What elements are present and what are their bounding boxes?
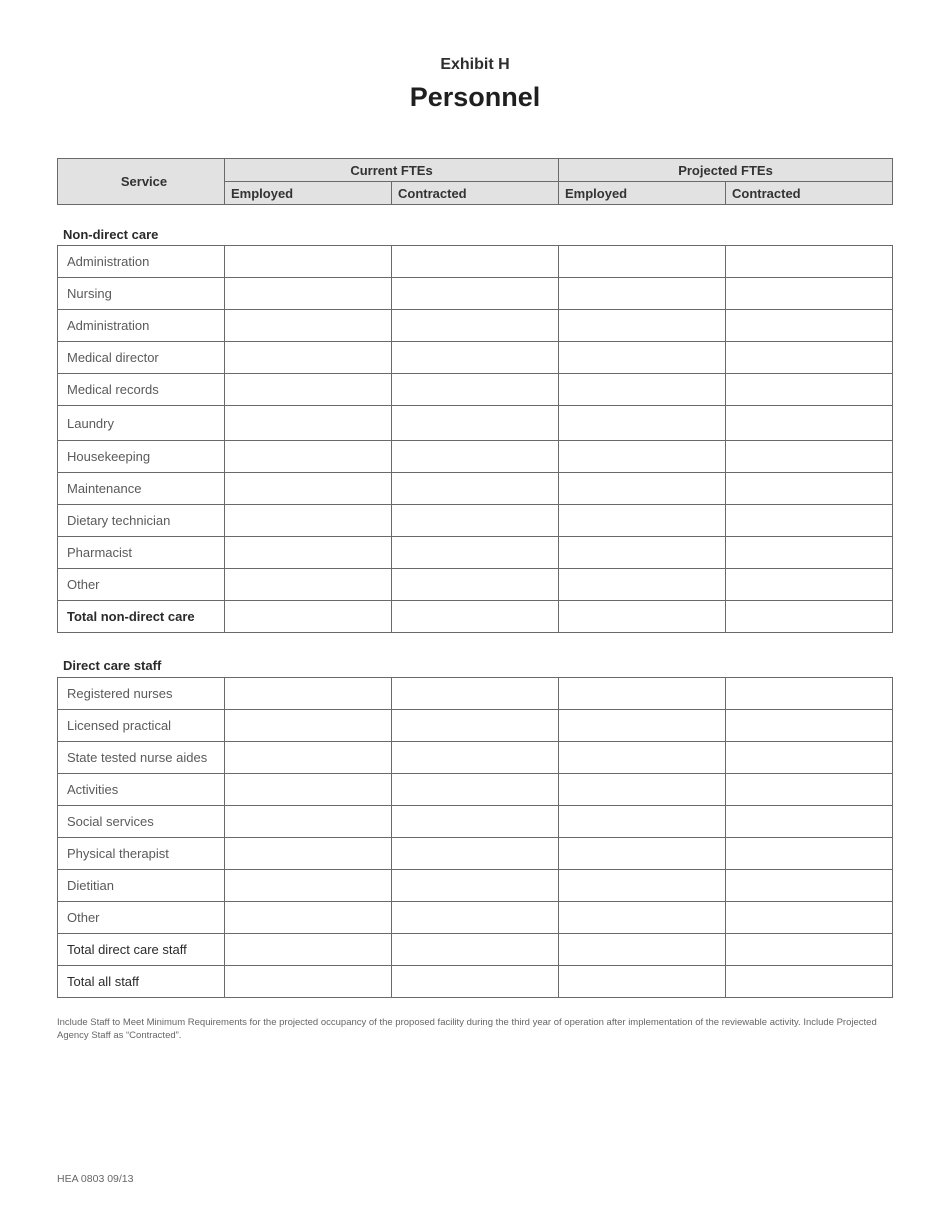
current-employed-header: Employed [225,182,392,205]
row-label: Social services [58,806,225,838]
row-label: Dietary technician [58,505,225,537]
projected-contracted-cell[interactable] [726,934,893,966]
current-employed-cell[interactable] [225,902,392,934]
row-label: Housekeeping [58,441,225,473]
page-title: Personnel [409,82,541,112]
exhibit-label: Exhibit H [440,56,510,73]
row-label: Administration [58,246,225,278]
current-contracted-cell[interactable] [392,774,559,806]
table-row [58,278,893,310]
current-contracted-cell[interactable] [392,838,559,870]
projected-contracted-cell[interactable] [726,902,893,934]
table-row [58,406,893,441]
current-employed-cell[interactable] [225,806,392,838]
projected-employed-header: Employed [559,182,726,205]
projected-contracted-cell[interactable] [726,678,893,710]
service-header: Service [58,159,225,205]
instructions-note: Include Staff to Meet Minimum Requirements for the projected occupancy of the proposed facility during the third year of operation after implementation of the reviewable activity. Include Projected Agency Staff as “Contracted”. [57,1017,877,1041]
current-employed-cell[interactable] [225,569,392,601]
projected-contracted-cell[interactable] [726,569,893,601]
projected-contracted-cell[interactable] [726,505,893,537]
projected-contracted-cell[interactable] [726,838,893,870]
table-row [58,902,893,934]
table-row [58,473,893,505]
current-contracted-cell[interactable] [392,374,559,406]
current-contracted-header: Contracted [392,182,559,205]
table-row [58,310,893,342]
table-row [58,441,893,473]
table-row [58,774,893,806]
current-employed-cell[interactable] [225,537,392,569]
projected-contracted-cell[interactable] [726,742,893,774]
table-row [58,505,893,537]
table-row [58,678,893,710]
current-contracted-cell[interactable] [392,537,559,569]
table-row [58,537,893,569]
row-label: Dietitian [58,870,225,902]
projected-contracted-cell[interactable] [726,246,893,278]
projected-employed-cell[interactable] [559,966,726,998]
row-label: Other [58,902,225,934]
projected-employed-cell[interactable] [559,902,726,934]
row-label: Maintenance [58,473,225,505]
current-contracted-cell[interactable] [392,342,559,374]
current-employed-cell[interactable] [225,342,392,374]
projected-employed-cell[interactable] [559,710,726,742]
current-employed-cell[interactable] [225,774,392,806]
current-contracted-cell[interactable] [392,742,559,774]
table-row [58,710,893,742]
current-contracted-cell[interactable] [392,710,559,742]
table-row [58,806,893,838]
projected-employed-cell[interactable] [559,473,726,505]
projected-employed-cell[interactable] [559,537,726,569]
projected-contracted-cell[interactable] [726,806,893,838]
current-employed-cell[interactable] [225,505,392,537]
current-employed-cell[interactable] [225,441,392,473]
current-employed-cell[interactable] [225,838,392,870]
current-contracted-cell[interactable] [392,966,559,998]
header-table [57,158,893,205]
projected-employed-cell[interactable] [559,742,726,774]
projected-contracted-cell[interactable] [726,537,893,569]
row-label: Registered nurses [58,678,225,710]
row-label: Licensed practical [58,710,225,742]
current-contracted-cell[interactable] [392,569,559,601]
projected-employed-cell[interactable] [559,601,726,633]
direct-care-staff-heading: Direct care staff [63,658,162,673]
projected-employed-cell[interactable] [559,374,726,406]
current-employed-cell[interactable] [225,710,392,742]
projected-employed-cell[interactable] [559,838,726,870]
current-contracted-cell[interactable] [392,806,559,838]
current-contracted-cell[interactable] [392,678,559,710]
row-label: Medical director [58,342,225,374]
current-employed-cell[interactable] [225,966,392,998]
current-contracted-cell[interactable] [392,870,559,902]
projected-contracted-cell[interactable] [726,374,893,406]
current-contracted-cell[interactable] [392,278,559,310]
current-contracted-cell[interactable] [392,473,559,505]
current-contracted-cell[interactable] [392,246,559,278]
table-row [58,374,893,406]
table-row [58,569,893,601]
projected-employed-cell[interactable] [559,246,726,278]
current-employed-cell[interactable] [225,310,392,342]
projected-employed-cell[interactable] [559,678,726,710]
row-label: Medical records [58,374,225,406]
projected-contracted-cell[interactable] [726,710,893,742]
projected-employed-cell[interactable] [559,406,726,441]
projected-employed-cell[interactable] [559,774,726,806]
total-row [58,601,893,633]
current-employed-cell[interactable] [225,278,392,310]
row-label: Activities [58,774,225,806]
current-ftes-header: Current FTEs [225,159,559,182]
current-contracted-cell[interactable] [392,441,559,473]
projected-contracted-cell[interactable] [726,601,893,633]
row-label: Laundry [58,406,225,441]
projected-contracted-cell[interactable] [726,774,893,806]
projected-contracted-cell[interactable] [726,406,893,441]
current-contracted-cell[interactable] [392,934,559,966]
row-label: Nursing [58,278,225,310]
current-contracted-cell[interactable] [392,601,559,633]
current-contracted-cell[interactable] [392,505,559,537]
current-contracted-cell[interactable] [392,406,559,441]
current-employed-cell[interactable] [225,473,392,505]
form-number: HEA 0803 09/13 [57,1173,134,1185]
current-employed-cell[interactable] [225,870,392,902]
table-row [58,342,893,374]
total-non-direct-care-label: Total non-direct care [58,601,225,633]
table-row [58,742,893,774]
projected-employed-cell[interactable] [559,441,726,473]
current-contracted-cell[interactable] [392,310,559,342]
total-direct-care-staff-label: Total direct care staff [58,934,225,966]
row-label: Pharmacist [58,537,225,569]
projected-contracted-cell[interactable] [726,870,893,902]
projected-employed-cell[interactable] [559,934,726,966]
direct-care-staff-table [57,677,893,998]
current-employed-cell[interactable] [225,934,392,966]
projected-contracted-header: Contracted [726,182,893,205]
table-row [58,838,893,870]
row-label: Physical therapist [58,838,225,870]
projected-employed-cell[interactable] [559,806,726,838]
total-all-staff-label: Total all staff [58,966,225,998]
row-label: State tested nurse aides [58,742,225,774]
projected-contracted-cell[interactable] [726,342,893,374]
current-contracted-cell[interactable] [392,902,559,934]
projected-contracted-cell[interactable] [726,278,893,310]
projected-contracted-cell[interactable] [726,473,893,505]
current-employed-cell[interactable] [225,406,392,441]
current-employed-cell[interactable] [225,246,392,278]
projected-employed-cell[interactable] [559,342,726,374]
projected-employed-cell[interactable] [559,310,726,342]
projected-contracted-cell[interactable] [726,441,893,473]
current-employed-cell[interactable] [225,678,392,710]
row-label: Other [58,569,225,601]
projected-contracted-cell[interactable] [726,966,893,998]
projected-employed-cell[interactable] [559,569,726,601]
current-employed-cell[interactable] [225,742,392,774]
projected-employed-cell[interactable] [559,505,726,537]
total-row [58,966,893,998]
row-label: Administration [58,310,225,342]
non-direct-care-table [57,245,893,633]
total-row [58,934,893,966]
projected-employed-cell[interactable] [559,870,726,902]
table-row [58,870,893,902]
table-row [58,246,893,278]
non-direct-care-heading: Non-direct care [63,227,159,242]
current-employed-cell[interactable] [225,374,392,406]
current-employed-cell[interactable] [225,601,392,633]
projected-contracted-cell[interactable] [726,310,893,342]
projected-employed-cell[interactable] [559,278,726,310]
projected-ftes-header: Projected FTEs [559,159,893,182]
